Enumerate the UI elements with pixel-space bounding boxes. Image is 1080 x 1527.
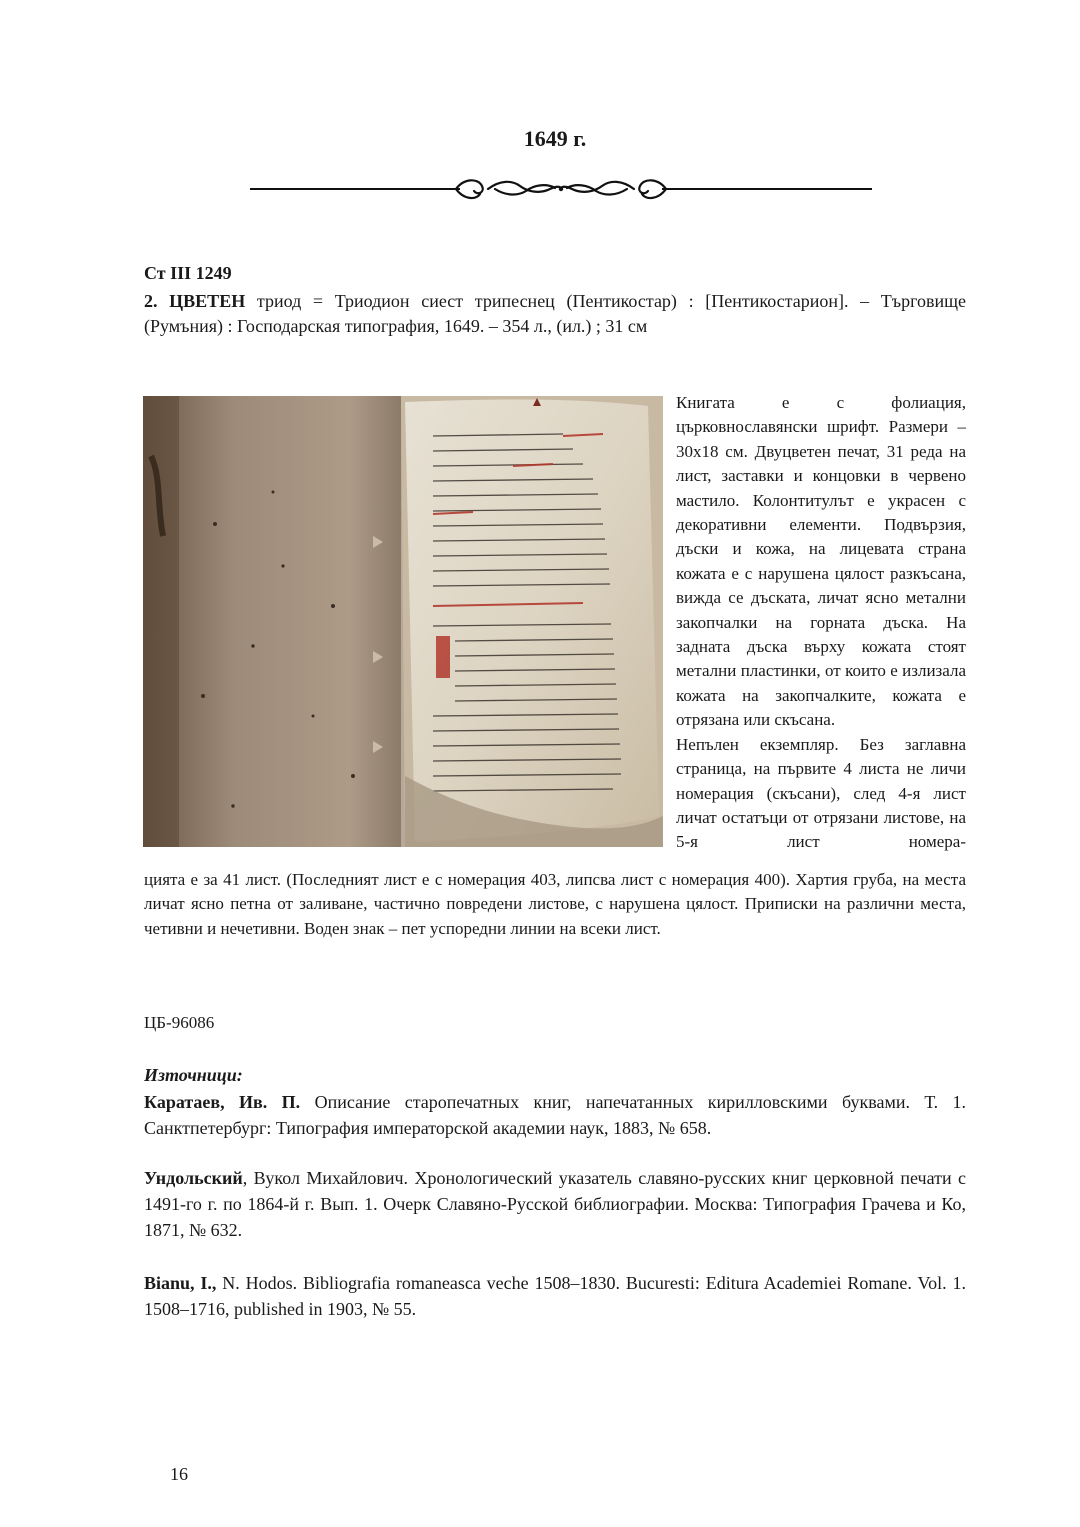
source-text: , Вукол Михайлович. Хронологический указатель славяно-русских книг церковной печати с 1491-го г. по 1864-й г. Вып. 1. Очерк Славяно-Русской библиографии. Москва: Типография Грачева и Ко, 1871, № 632. — [144, 1168, 966, 1240]
call-number: Ст III 1249 — [144, 263, 232, 283]
description-paragraph-physical: Книгата е с фолиация, църковнославянски шрифт. Размери – 30х18 см. Двуцветен печат, 31 реда на лист, заставки и концовки в червено мастило. Колонтитулът е украсен с декоративни елементи. Подвързия, дъски и кожа, на лицевата страна кожата е с нарушена цялост разкъсана, вижда се дъската, личат ясно метални закопчалки на горната дъска. На задната дъска върху кожата стоят метални пластинки, от които е излизала кожата на закопчалките, кожата е отрязана или скъсана. — [676, 393, 966, 730]
description-paragraph-condition-continued: цията е за 41 лист. (Последният лист е с номерация 403, липсва лист с номерация 400). Хартия груба, на места личат ясно петна от заливане, частично повредени листове, с нарушена цялост. Приписки на различни места, четивни и нечетивни. Воден знак – пет успоредни линии на всеки лист. — [144, 870, 966, 938]
source-entry — [144, 1165, 966, 1243]
source-entry — [144, 1089, 966, 1141]
entry-number: 2. — [144, 291, 158, 311]
description-side-column — [676, 391, 966, 855]
description-paragraph-condition-start: Непълен екземпляр. Без заглавна страница, на първите 4 листа не личи номерация (скъсани), след 4-я лист личат остатъци от отрязани листове, на 5-я лист номера- — [676, 734, 966, 852]
source-text: N. Hodos. Bibliografia romaneasca veche 1508–1830. Bucuresti: Editura Academiei Romane. Vol. 1. 1508–1716, published in 1903, № 55. — [144, 1273, 966, 1319]
book-photograph — [143, 396, 663, 847]
source-text: Описание старопечатных книг, напечатанных кирилловскими буквами. Т. 1. Санктпетербург: Типография императорской академии наук, 1883, № 658. — [144, 1092, 966, 1138]
sources-heading: Източници: — [144, 1065, 243, 1085]
title-keyword: ЦВЕТЕН — [169, 291, 246, 311]
bibliographic-title — [144, 289, 966, 339]
source-author: Каратаев, Ив. П. — [144, 1092, 301, 1112]
page-year-heading: 1649 г. — [523, 126, 587, 151]
source-author: Bianu, I., — [144, 1273, 217, 1293]
source-entry — [144, 1270, 966, 1322]
decorative-divider — [250, 174, 872, 204]
page-number: 16 — [170, 1464, 188, 1484]
catalog-id: ЦБ-96086 — [144, 1013, 215, 1032]
title-details: триод = Триодион сиест трипеснец (Пентикостар) : [Пентикостарион]. – Търговище (Румъния) : Господарская типография, 1649. – 354 л., (ил.) ; 31 см — [144, 291, 967, 336]
source-author: Ундольский — [144, 1168, 243, 1188]
